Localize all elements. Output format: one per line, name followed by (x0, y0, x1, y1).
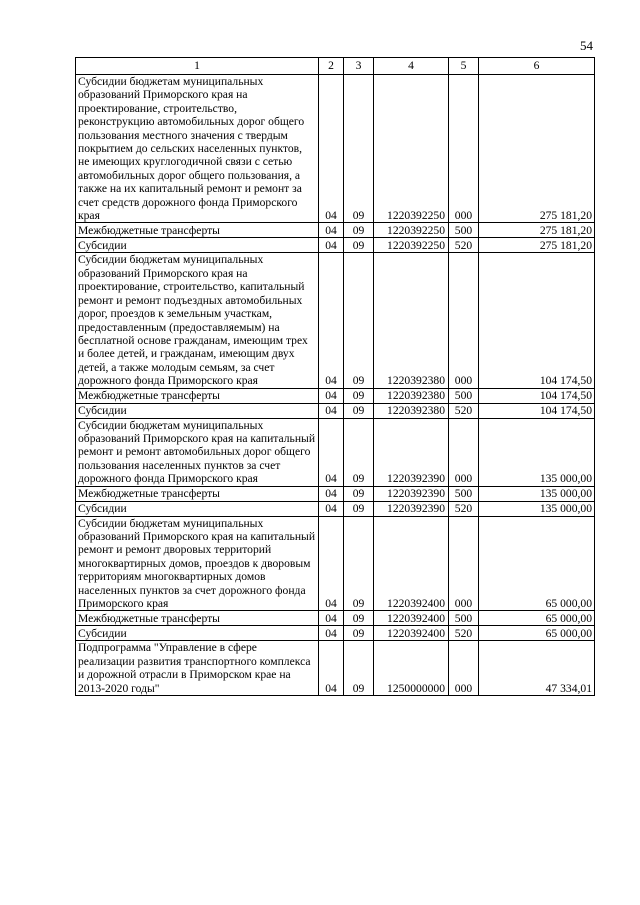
row-subsection: 09 (344, 641, 374, 696)
row-amount: 47 334,01 (479, 641, 595, 696)
row-amount: 65 000,00 (479, 626, 595, 641)
row-amount: 135 000,00 (479, 501, 595, 516)
row-subsection: 09 (344, 388, 374, 403)
table-row (76, 253, 595, 388)
header-cell: 3 (344, 58, 374, 75)
table-header-row (76, 58, 595, 75)
header-cell: 6 (479, 58, 595, 75)
row-name: Субсидии (76, 403, 319, 418)
header-cell: 2 (319, 58, 344, 75)
row-subsection: 09 (344, 611, 374, 626)
row-amount: 135 000,00 (479, 486, 595, 501)
table-row (76, 626, 595, 641)
row-target-code: 1220392250 (374, 75, 449, 223)
row-name: Субсидии (76, 238, 319, 253)
row-expense-type: 500 (449, 388, 479, 403)
row-name: Субсидии бюджетам муниципальных образований Приморского края на капитальный ремонт и ремонт дворовых территорий многоквартирных домов, проездов к дворовым территориям многоквартирных домов населенных пунктов за счет дорожного фонда Приморского края (76, 516, 319, 611)
row-name: Субсидии бюджетам муниципальных образований Приморского края на проектирование, строительство, реконструкцию автомобильных дорог общего пользования местного значения с твердым покрытием до сельских населенных пунктов, не имеющих круглогодичной связи с сетью автомобильных дорог общего пользования, а также на их капитальный ремонт и ремонт за счет средств дорожного фонда Приморского края (76, 75, 319, 223)
header-cell: 5 (449, 58, 479, 75)
row-expense-type: 000 (449, 75, 479, 223)
table-row (76, 486, 595, 501)
row-subsection: 09 (344, 626, 374, 641)
row-section: 04 (319, 75, 344, 223)
row-section: 04 (319, 253, 344, 388)
row-target-code: 1220392400 (374, 516, 449, 611)
row-amount: 104 174,50 (479, 388, 595, 403)
row-subsection: 09 (344, 516, 374, 611)
row-expense-type: 500 (449, 223, 479, 238)
table-row (76, 641, 595, 696)
row-name: Субсидии (76, 626, 319, 641)
row-name: Подпрограмма "Управление в сфере реализации развития транспортного комплекса и дорожной отрасли в Приморском крае на 2013-2020 годы" (76, 641, 319, 696)
table-row (76, 501, 595, 516)
row-amount: 275 181,20 (479, 223, 595, 238)
table-row (76, 611, 595, 626)
row-section: 04 (319, 388, 344, 403)
row-target-code: 1220392390 (374, 418, 449, 486)
table-row (76, 516, 595, 611)
row-expense-type: 520 (449, 403, 479, 418)
row-expense-type: 520 (449, 501, 479, 516)
row-amount: 275 181,20 (479, 238, 595, 253)
row-amount: 135 000,00 (479, 418, 595, 486)
row-amount: 104 174,50 (479, 403, 595, 418)
row-amount: 104 174,50 (479, 253, 595, 388)
row-expense-type: 500 (449, 486, 479, 501)
row-target-code: 1220392380 (374, 403, 449, 418)
table-row (76, 388, 595, 403)
row-section: 04 (319, 501, 344, 516)
row-name: Межбюджетные трансферты (76, 486, 319, 501)
table-row (76, 418, 595, 486)
row-name: Субсидии (76, 501, 319, 516)
row-subsection: 09 (344, 418, 374, 486)
row-subsection: 09 (344, 238, 374, 253)
row-amount: 65 000,00 (479, 611, 595, 626)
row-section: 04 (319, 238, 344, 253)
budget-table (75, 57, 595, 696)
row-subsection: 09 (344, 223, 374, 238)
row-section: 04 (319, 223, 344, 238)
row-target-code: 1220392380 (374, 388, 449, 403)
row-section: 04 (319, 516, 344, 611)
row-name: Межбюджетные трансферты (76, 611, 319, 626)
row-target-code: 1220392400 (374, 611, 449, 626)
row-target-code: 1220392250 (374, 223, 449, 238)
row-expense-type: 000 (449, 418, 479, 486)
table-row (76, 403, 595, 418)
row-subsection: 09 (344, 253, 374, 388)
row-subsection: 09 (344, 403, 374, 418)
row-expense-type: 000 (449, 516, 479, 611)
row-section: 04 (319, 641, 344, 696)
row-target-code: 1220392380 (374, 253, 449, 388)
row-target-code: 1250000000 (374, 641, 449, 696)
table-row (76, 75, 595, 223)
row-subsection: 09 (344, 486, 374, 501)
row-target-code: 1220392250 (374, 238, 449, 253)
row-expense-type: 500 (449, 611, 479, 626)
row-target-code: 1220392400 (374, 626, 449, 641)
row-subsection: 09 (344, 75, 374, 223)
page-number: 54 (580, 38, 593, 53)
table-row (76, 223, 595, 238)
row-name: Субсидии бюджетам муниципальных образований Приморского края на капитальный ремонт и ремонт автомобильных дорог общего пользования населенных пунктов за счет дорожного фонда Приморского края (76, 418, 319, 486)
row-section: 04 (319, 418, 344, 486)
row-expense-type: 000 (449, 253, 479, 388)
row-section: 04 (319, 403, 344, 418)
table-row (76, 238, 595, 253)
row-name: Межбюджетные трансферты (76, 223, 319, 238)
row-expense-type: 520 (449, 238, 479, 253)
row-name: Субсидии бюджетам муниципальных образований Приморского края на проектирование, строительство, капитальный ремонт и ремонт подъездных автомобильных дорог, проездов к земельным участкам, предоставленным (предоставляемым) на бесплатной основе гражданам, имеющим трех и более детей, и гражданам, имеющим двух детей, а также молодым семьям, за счет дорожного фонда Приморского края (76, 253, 319, 388)
row-section: 04 (319, 486, 344, 501)
row-target-code: 1220392390 (374, 486, 449, 501)
row-target-code: 1220392390 (374, 501, 449, 516)
row-expense-type: 520 (449, 626, 479, 641)
row-section: 04 (319, 611, 344, 626)
header-cell: 4 (374, 58, 449, 75)
row-amount: 65 000,00 (479, 516, 595, 611)
header-cell: 1 (76, 58, 319, 75)
row-expense-type: 000 (449, 641, 479, 696)
row-name: Межбюджетные трансферты (76, 388, 319, 403)
row-amount: 275 181,20 (479, 75, 595, 223)
row-subsection: 09 (344, 501, 374, 516)
row-section: 04 (319, 626, 344, 641)
